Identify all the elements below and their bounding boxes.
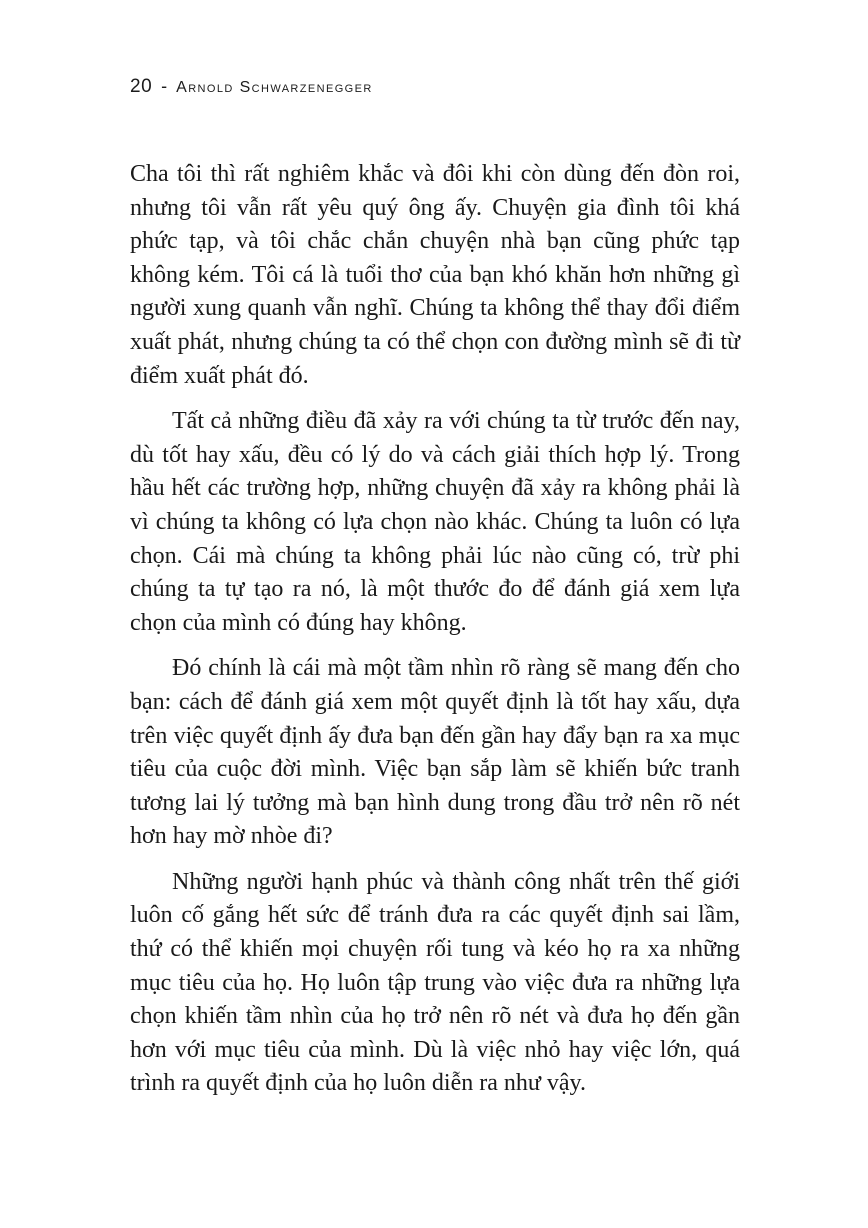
paragraph-1: Cha tôi thì rất nghiêm khắc và đôi khi còn dùng đến đòn roi, nhưng tôi vẫn rất yêu quý ông ấy. Chuyện gia đình tôi khá phức tạp, và tôi chắc chắn chuyện nhà bạn cũng phức tạp không kém. Tôi cá là tuổi thơ của bạn khó khăn hơn những gì người xung quanh vẫn nghĩ. Chúng ta không thể thay đổi điểm xuất phát, nhưng chúng ta có thể chọn con đường mình sẽ đi từ điểm xuất phát đó. [130,161,740,389]
paragraph-4: Những người hạnh phúc và thành công nhất trên thế giới luôn cố gắng hết sức để tránh đưa ra các quyết định sai lầm, thứ có thể khiến mọi chuyện rối tung và kéo họ ra xa những mục tiêu của họ. Họ luôn tập trung vào việc đưa ra những lựa chọn khiến tầm nhìn của họ trở nên rõ nét và đưa họ đến gần hơn với mục tiêu của mình. Dù là việc nhỏ hay việc lớn, quá trình ra quyết định của họ luôn diễn ra như vậy. [130,868,740,1097]
author-name: Arnold Schwarzenegger [176,79,373,96]
running-header [130,76,373,98]
paragraph-3: Đó chính là cái mà một tầm nhìn rõ ràng sẽ mang đến cho bạn: cách để đánh giá xem một quyết định là tốt hay xấu, dựa trên việc quyết định ấy đưa bạn đến gần hay đẩy bạn ra xa mục tiêu của cuộc đời mình. Việc bạn sắp làm sẽ khiến bức tranh tương lai lý tưởng mà bạn hình dung trong đầu trở nên rõ nét hơn hay mờ nhòe đi? [130,655,740,850]
paragraph-2: Tất cả những điều đã xảy ra với chúng ta từ trước đến nay, dù tốt hay xấu, đều có lý do và cách giải thích hợp lý. Trong hầu hết các trường hợp, những chuyện đã xảy ra không phải là vì chúng ta không có lựa chọn nào khác. Chúng ta luôn có lựa chọn. Cái mà chúng ta không phải lúc nào cũng có, trừ phi chúng ta tự tạo ra nó, là một thước đo để đánh giá xem lựa chọn của mình có đúng hay không. [130,408,740,636]
header-separator: - [161,76,168,96]
body-text [130,158,740,1113]
page-number: 20 [130,76,153,97]
